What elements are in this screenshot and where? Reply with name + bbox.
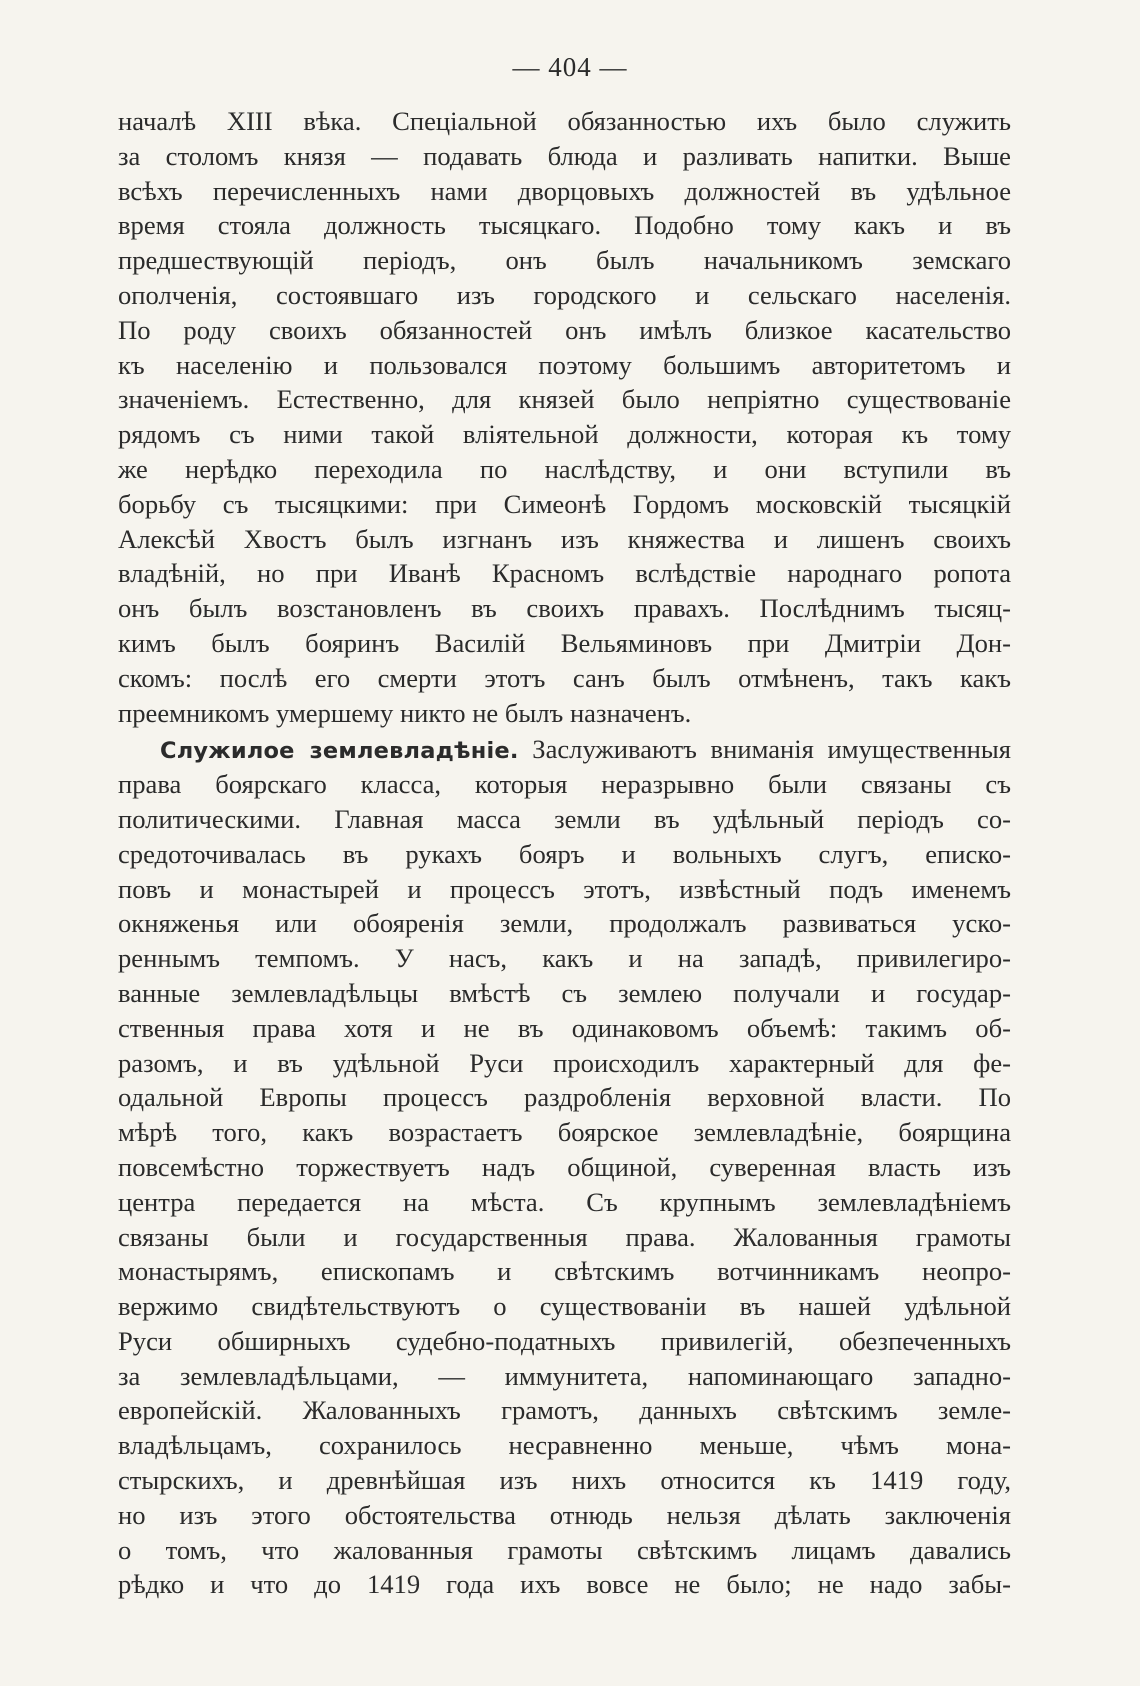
text-line: же нерѣдко переходила по наслѣдству, и они вступили въ <box>118 453 1011 484</box>
text-line: реннымъ темпомъ. У насъ, какъ и на западѣ, привилегиро- <box>118 943 1011 974</box>
text-line: всѣхъ перечисленныхъ нами дворцовыхъ должностей въ удѣльное <box>118 175 1011 206</box>
text-line: одальной Европы процессъ раздробленія верховной власти. По <box>118 1082 1011 1113</box>
text-line: началѣ XIII вѣка. Спеціальной обязанностью ихъ было служить <box>118 106 1011 136</box>
text-line: вержимо свидѣтельствуютъ о существованіи въ нашей удѣльной <box>118 1291 1011 1322</box>
heading-line-text: Заслуживаютъ вниманія имущественныя <box>518 734 1012 765</box>
text-line: центра передается на мѣста. Съ крупнымъ землевладѣніемъ <box>118 1186 1011 1217</box>
text-line: ственныя права хотя и не въ одинаковомъ объемѣ: такимъ об- <box>118 1012 1011 1043</box>
text-line: рядомъ съ ними такой вліятельной должности, которая къ тому <box>118 419 1011 450</box>
paragraph-tysyatsky <box>118 104 1011 730</box>
text-line: но изъ этого обстоятельства отнюдь нельзя дѣлать заключенія <box>118 1499 1011 1530</box>
section-heading: Служилое землевладѣніе. <box>160 738 519 765</box>
text-line: По роду своихъ обязанностей онъ имѣлъ близкое касательство <box>118 314 1011 345</box>
text-line: къ населенію и пользовался поэтому большимъ авторитетомъ и <box>118 349 1011 380</box>
text-line: ополченія, состоявшаго изъ городского и сельскаго населенія. <box>118 279 1011 310</box>
text-line: повъ и монастырей и процессъ этотъ, извѣстный подъ именемъ <box>118 873 1011 904</box>
text-line <box>118 732 1011 767</box>
text-line: борьбу съ тысяцкими: при Симеонѣ Гордомъ московскій тысяцкій <box>118 488 1011 519</box>
text-line: Руси обширныхъ судебно-податныхъ привилегій, обезпеченныхъ <box>118 1325 1011 1356</box>
page-number: — 404 — <box>512 52 628 82</box>
text-line: владѣльцамъ, сохранилось несравненно меньше, чѣмъ мона- <box>118 1430 1011 1461</box>
text-line: предшествующій періодъ, онъ былъ начальникомъ земскаго <box>118 245 1011 276</box>
text-line: политическими. Главная масса земли въ удѣльный періодъ со- <box>118 803 1011 834</box>
text-line: кимъ былъ бояринъ Василій Вельяминовъ при Дмитріи Дон- <box>118 627 1011 658</box>
text-line: за столомъ князя — подавать блюда и разливать напитки. Выше <box>118 140 1011 171</box>
text-line: повсемѣстно торжествуетъ надъ общиной, суверенная власть изъ <box>118 1151 1011 1182</box>
text-line: европейскій. Жалованныхъ грамотъ, данныхъ свѣтскимъ земле- <box>118 1395 1011 1426</box>
text-line: Алексѣй Хвостъ былъ изгнанъ изъ княжества и лишенъ своихъ <box>118 523 1011 554</box>
text-line: средоточивалась въ рукахъ бояръ и вольныхъ слугъ, еписко- <box>118 838 1011 869</box>
text-line: разомъ, и въ удѣльной Руси происходилъ характерный для фе- <box>118 1047 1011 1078</box>
text-line: стырскихъ, и древнѣйшая изъ нихъ относится къ 1419 году, <box>118 1465 1011 1496</box>
text-line: значеніемъ. Естественно, для князей было непріятно существованіе <box>118 384 1011 415</box>
body-text <box>118 104 1011 1602</box>
text-line: скомъ: послѣ его смерти этотъ санъ былъ отмѣненъ, такъ какъ <box>118 662 1011 693</box>
text-line: рѣдко и что до 1419 года ихъ вовсе не было; не надо забы- <box>118 1569 1011 1600</box>
text-line: права боярскаго класса, которыя неразрывно были связаны съ <box>118 769 1011 800</box>
text-line: онъ былъ возстановленъ въ своихъ правахъ. Послѣднимъ тысяц- <box>118 593 1011 624</box>
text-line: время стояла должность тысяцкаго. Подобно тому какъ и въ <box>118 210 1011 241</box>
text-line: связаны были и государственныя права. Жалованныя грамоты <box>118 1221 1011 1252</box>
text-line: мѣрѣ того, какъ возрастаетъ боярское землевладѣніе, боярщина <box>118 1117 1011 1148</box>
text-line: монастырямъ, епископамъ и свѣтскимъ вотчинникамъ неопро- <box>118 1256 1011 1287</box>
text-line: о томъ, что жалованныя грамоты свѣтскимъ лицамъ давались <box>118 1534 1011 1565</box>
paragraph-service-landholding <box>118 732 1011 1602</box>
text-line: ванные землевладѣльцы вмѣстѣ съ землею получали и государ- <box>118 977 1011 1008</box>
text-line: за землевладѣльцами, — иммунитета, напоминающаго западно- <box>118 1360 1011 1391</box>
text-line: владѣній, но при Иванѣ Красномъ вслѣдствіе народнаго ропота <box>118 558 1011 589</box>
text-line: окняженья или обояренія земли, продолжалъ развиваться уско- <box>118 908 1011 939</box>
text-line: преемникомъ умершему никто не былъ назначенъ. <box>118 697 692 728</box>
